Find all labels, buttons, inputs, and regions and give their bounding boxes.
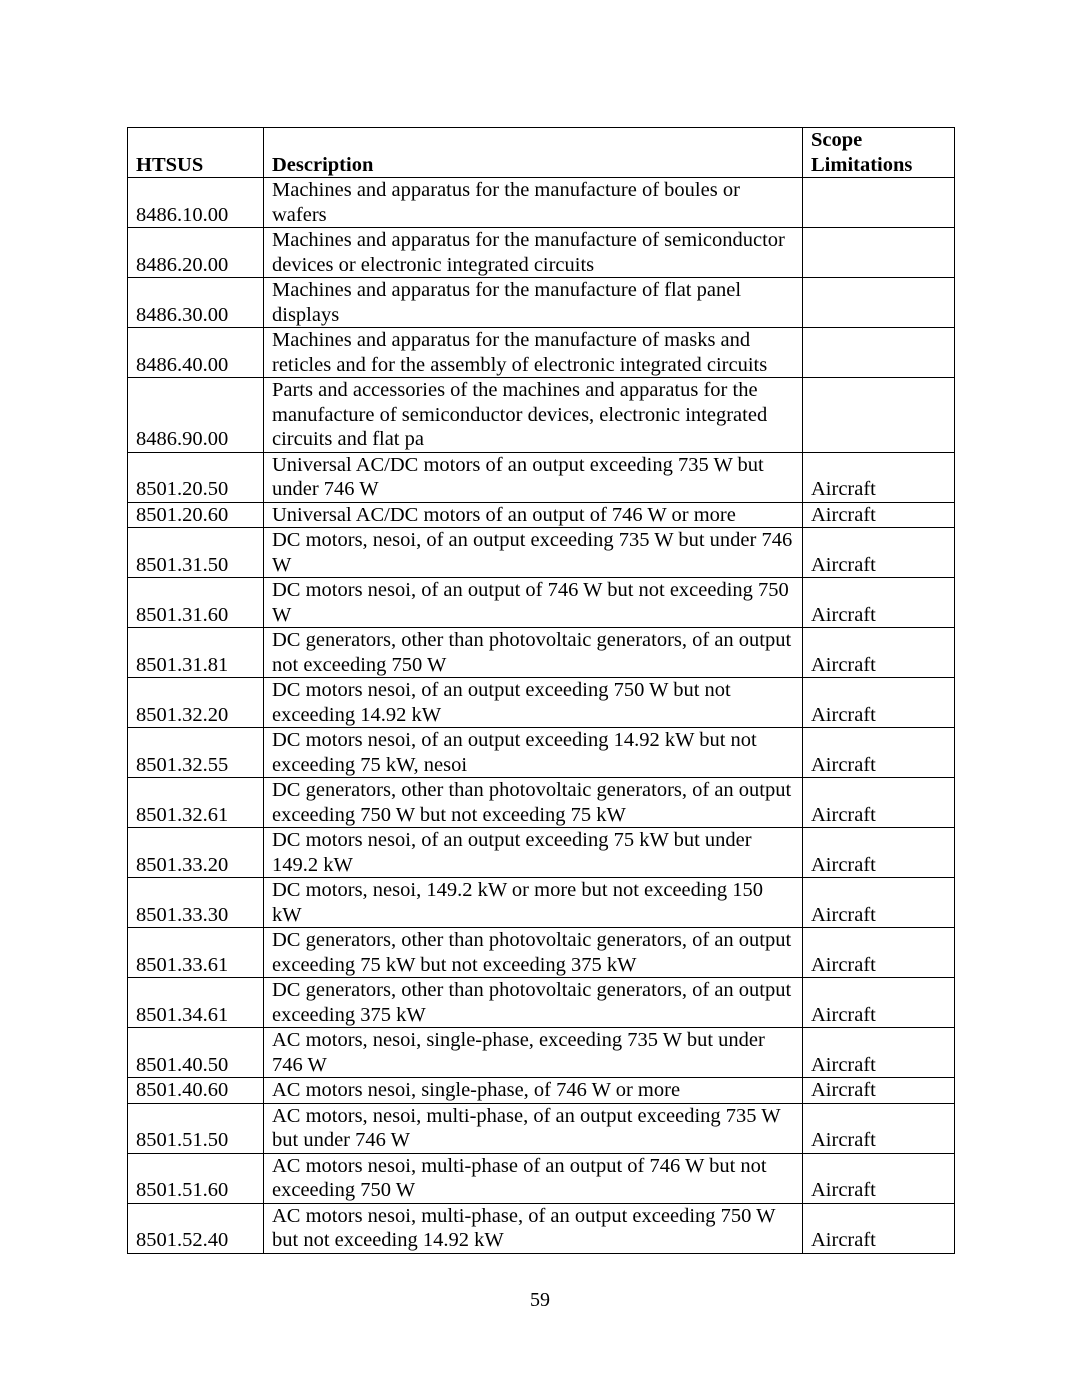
htsus-code-cell: 8486.40.00 bbox=[128, 328, 264, 378]
table-row bbox=[128, 678, 955, 728]
htsus-code-cell: 8501.31.81 bbox=[128, 628, 264, 678]
table-row bbox=[128, 228, 955, 278]
htsus-code-cell: 8501.33.61 bbox=[128, 928, 264, 978]
htsus-code-cell: 8501.20.50 bbox=[128, 452, 264, 502]
description-cell: AC motors, nesoi, multi-phase, of an output exceeding 735 W but under 746 W bbox=[264, 1103, 803, 1153]
header-htsus: HTSUS bbox=[128, 128, 264, 178]
scope-limitations-cell: Aircraft bbox=[803, 578, 955, 628]
description-cell: DC motors nesoi, of an output exceeding 75 kW but under 149.2 kW bbox=[264, 828, 803, 878]
table-row bbox=[128, 928, 955, 978]
table-row bbox=[128, 778, 955, 828]
table-row bbox=[128, 528, 955, 578]
table-row bbox=[128, 828, 955, 878]
htsus-code-cell: 8501.20.60 bbox=[128, 502, 264, 528]
description-cell: DC generators, other than photovoltaic generators, of an output exceeding 375 kW bbox=[264, 978, 803, 1028]
description-cell: AC motors, nesoi, single-phase, exceeding 735 W but under 746 W bbox=[264, 1028, 803, 1078]
htsus-table bbox=[127, 127, 955, 1254]
description-cell: Machines and apparatus for the manufacture of semiconductor devices or electronic integrated circuits bbox=[264, 228, 803, 278]
scope-limitations-cell: Aircraft bbox=[803, 778, 955, 828]
table-row bbox=[128, 452, 955, 502]
description-cell: DC generators, other than photovoltaic generators, of an output exceeding 750 W but not exceeding 75 kW bbox=[264, 778, 803, 828]
scope-limitations-cell bbox=[803, 278, 955, 328]
table-row bbox=[128, 628, 955, 678]
description-cell: DC motors, nesoi, 149.2 kW or more but not exceeding 150 kW bbox=[264, 878, 803, 928]
scope-limitations-cell bbox=[803, 378, 955, 453]
scope-limitations-cell: Aircraft bbox=[803, 728, 955, 778]
scope-limitations-cell: Aircraft bbox=[803, 1103, 955, 1153]
header-scope-limitations: Scope Limitations bbox=[803, 128, 955, 178]
htsus-code-cell: 8486.10.00 bbox=[128, 178, 264, 228]
htsus-code-cell: 8501.33.30 bbox=[128, 878, 264, 928]
table-row bbox=[128, 1153, 955, 1203]
description-cell: AC motors nesoi, multi-phase, of an output exceeding 750 W but not exceeding 14.92 kW bbox=[264, 1203, 803, 1253]
htsus-code-cell: 8501.40.60 bbox=[128, 1078, 264, 1104]
description-cell: DC motors nesoi, of an output of 746 W but not exceeding 750 W bbox=[264, 578, 803, 628]
table-row bbox=[128, 978, 955, 1028]
htsus-code-cell: 8501.32.55 bbox=[128, 728, 264, 778]
description-cell: DC motors, nesoi, of an output exceeding 735 W but under 746 W bbox=[264, 528, 803, 578]
htsus-code-cell: 8501.51.60 bbox=[128, 1153, 264, 1203]
scope-limitations-cell: Aircraft bbox=[803, 678, 955, 728]
scope-limitations-cell bbox=[803, 228, 955, 278]
table-header-row bbox=[128, 128, 955, 178]
table-row bbox=[128, 878, 955, 928]
description-cell: AC motors nesoi, multi-phase of an output of 746 W but not exceeding 750 W bbox=[264, 1153, 803, 1203]
description-cell: DC motors nesoi, of an output exceeding 14.92 kW but not exceeding 75 kW, nesoi bbox=[264, 728, 803, 778]
htsus-code-cell: 8501.32.61 bbox=[128, 778, 264, 828]
htsus-code-cell: 8486.20.00 bbox=[128, 228, 264, 278]
description-cell: Parts and accessories of the machines and apparatus for the manufacture of semiconductor devices, electronic integrated circuits and flat pa bbox=[264, 378, 803, 453]
table-row bbox=[128, 278, 955, 328]
description-cell: Machines and apparatus for the manufacture of boules or wafers bbox=[264, 178, 803, 228]
description-cell: Machines and apparatus for the manufacture of masks and reticles and for the assembly of electronic integrated circuits bbox=[264, 328, 803, 378]
page-number: 59 bbox=[530, 1289, 550, 1311]
htsus-code-cell: 8501.33.20 bbox=[128, 828, 264, 878]
table-row bbox=[128, 378, 955, 453]
htsus-code-cell: 8501.52.40 bbox=[128, 1203, 264, 1253]
table-body bbox=[128, 178, 955, 1254]
description-cell: Machines and apparatus for the manufacture of flat panel displays bbox=[264, 278, 803, 328]
table-row bbox=[128, 328, 955, 378]
scope-limitations-cell: Aircraft bbox=[803, 1078, 955, 1104]
scope-limitations-cell: Aircraft bbox=[803, 978, 955, 1028]
htsus-code-cell: 8501.31.50 bbox=[128, 528, 264, 578]
description-cell: DC generators, other than photovoltaic generators, of an output not exceeding 750 W bbox=[264, 628, 803, 678]
header-description: Description bbox=[264, 128, 803, 178]
scope-limitations-cell bbox=[803, 328, 955, 378]
scope-limitations-cell: Aircraft bbox=[803, 1203, 955, 1253]
table-row bbox=[128, 178, 955, 228]
description-cell: AC motors nesoi, single-phase, of 746 W or more bbox=[264, 1078, 803, 1104]
htsus-code-cell: 8486.90.00 bbox=[128, 378, 264, 453]
scope-limitations-cell: Aircraft bbox=[803, 828, 955, 878]
table-row bbox=[128, 1203, 955, 1253]
table-row bbox=[128, 1103, 955, 1153]
table-row bbox=[128, 1078, 955, 1104]
table-row bbox=[128, 502, 955, 528]
scope-limitations-cell bbox=[803, 178, 955, 228]
htsus-code-cell: 8501.51.50 bbox=[128, 1103, 264, 1153]
description-cell: Universal AC/DC motors of an output exceeding 735 W but under 746 W bbox=[264, 452, 803, 502]
htsus-code-cell: 8501.40.50 bbox=[128, 1028, 264, 1078]
scope-limitations-cell: Aircraft bbox=[803, 628, 955, 678]
table-row bbox=[128, 728, 955, 778]
scope-limitations-cell: Aircraft bbox=[803, 928, 955, 978]
description-cell: DC motors nesoi, of an output exceeding 750 W but not exceeding 14.92 kW bbox=[264, 678, 803, 728]
scope-limitations-cell: Aircraft bbox=[803, 1153, 955, 1203]
description-cell: Universal AC/DC motors of an output of 746 W or more bbox=[264, 502, 803, 528]
scope-limitations-cell: Aircraft bbox=[803, 502, 955, 528]
scope-limitations-cell: Aircraft bbox=[803, 452, 955, 502]
table-row bbox=[128, 578, 955, 628]
scope-limitations-cell: Aircraft bbox=[803, 1028, 955, 1078]
scope-limitations-cell: Aircraft bbox=[803, 878, 955, 928]
htsus-code-cell: 8501.32.20 bbox=[128, 678, 264, 728]
table-row bbox=[128, 1028, 955, 1078]
htsus-code-cell: 8501.31.60 bbox=[128, 578, 264, 628]
description-cell: DC generators, other than photovoltaic generators, of an output exceeding 75 kW but not exceeding 375 kW bbox=[264, 928, 803, 978]
htsus-code-cell: 8486.30.00 bbox=[128, 278, 264, 328]
scope-limitations-cell: Aircraft bbox=[803, 528, 955, 578]
htsus-code-cell: 8501.34.61 bbox=[128, 978, 264, 1028]
